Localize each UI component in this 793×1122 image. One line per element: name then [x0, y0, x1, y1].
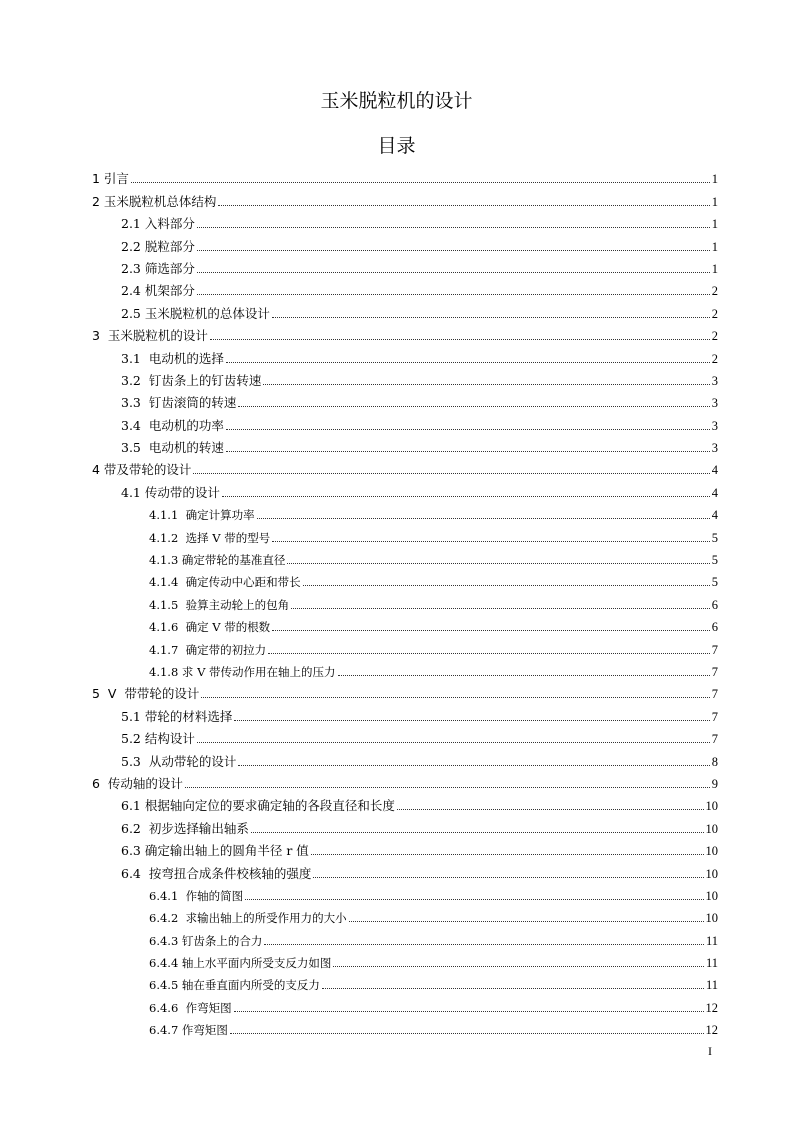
toc-dot-leader: [197, 293, 710, 295]
toc-entry-page: 11: [705, 956, 718, 971]
toc-dot-leader: [263, 383, 709, 385]
toc-entry-page: 11: [705, 978, 718, 993]
toc-dot-leader: [238, 405, 709, 407]
toc-entry-title: 2.1 入料部分: [121, 216, 195, 232]
toc-dot-leader: [272, 540, 710, 542]
toc-entry-title: 3.5 电动机的转速: [121, 440, 224, 456]
toc-dot-leader: [131, 181, 710, 183]
toc-heading: 目录: [377, 135, 416, 157]
toc-entry[interactable]: [92, 410, 718, 432]
toc-entry-title: 6.4.1 作轴的简图: [149, 888, 244, 903]
toc-entry-page: 4: [711, 485, 718, 500]
toc-entry-page: 5: [711, 530, 718, 545]
toc-dot-leader: [185, 786, 710, 788]
toc-entry[interactable]: [92, 836, 718, 858]
toc-entry-title: 6.4.2 求输出轴上的所受作用力的大小: [149, 911, 347, 926]
toc-dot-leader: [234, 719, 709, 721]
toc-entry-page: 2: [711, 284, 718, 299]
document-title: 玉米脱粒机的设计: [320, 90, 473, 112]
toc-entry-title: 3.4 电动机的功率: [121, 417, 224, 433]
toc-entry[interactable]: [92, 209, 718, 231]
toc-entry[interactable]: [92, 500, 718, 522]
toc-dot-leader: [313, 876, 703, 878]
toc-entry-page: 7: [711, 732, 718, 747]
toc-entry-page: 1: [711, 217, 718, 232]
toc-dot-leader: [272, 316, 710, 318]
toc-entry[interactable]: [92, 858, 718, 880]
toc-entry-title: 6.4.3 钉齿条上的合力: [149, 933, 263, 948]
toc-entry[interactable]: [92, 276, 718, 298]
toc-dot-leader: [251, 831, 704, 833]
toc-entry-title: 5.2 结构设计: [121, 731, 195, 747]
toc-dot-leader: [193, 472, 709, 474]
toc-entry-title: 4.1.3 确定带轮的基准直径: [149, 553, 286, 568]
toc-entry-page: 7: [711, 642, 718, 657]
toc-dot-leader: [303, 584, 710, 586]
toc-entry-title: 6.2 初步选择输出轴系: [121, 820, 249, 836]
toc-entry-title: 6.4 按弯扭合成条件校核轴的强度: [121, 865, 312, 881]
toc-entry[interactable]: [92, 948, 718, 970]
toc-entry[interactable]: [92, 701, 718, 723]
toc-entry[interactable]: [92, 231, 718, 253]
toc-entry[interactable]: [92, 925, 718, 947]
toc-entry-page: 4: [711, 463, 718, 478]
toc-entry-page: 12: [705, 1023, 718, 1038]
toc-dot-leader: [226, 450, 710, 452]
toc-entry-page: 9: [711, 776, 718, 791]
toc-entry[interactable]: [92, 657, 718, 679]
toc-dot-leader: [291, 607, 710, 609]
toc-entry-page: 2: [711, 329, 718, 344]
toc-entry[interactable]: [92, 388, 718, 410]
toc-entry-page: 10: [705, 866, 718, 881]
toc-entry-page: 1: [711, 261, 718, 276]
toc-entry-page: 10: [705, 911, 718, 926]
toc-entry[interactable]: [92, 589, 718, 611]
toc-entry-page: 5: [711, 575, 718, 590]
toc-dot-leader: [311, 853, 704, 855]
toc-entry-title: 4 带及带轮的设计: [92, 462, 192, 478]
toc-entry-title: 2 玉米脱粒机总体结构: [92, 193, 217, 209]
toc-entry[interactable]: [92, 455, 718, 477]
toc-entry-title: 5 V 带带轮的设计: [92, 686, 200, 702]
toc-entry-page: 2: [711, 351, 718, 366]
toc-entry[interactable]: [92, 769, 718, 791]
toc-entry-page: 10: [705, 844, 718, 859]
toc-dot-leader: [226, 361, 710, 363]
toc-entry-title: 2.3 筛选部分: [121, 260, 195, 276]
toc-dot-leader: [218, 204, 709, 206]
toc-entry[interactable]: [92, 321, 718, 343]
toc-dot-leader: [197, 741, 710, 743]
toc-dot-leader: [230, 1032, 704, 1034]
toc-entry-page: 1: [711, 172, 718, 187]
toc-entry-title: 6.4.6 作弯矩图: [149, 1000, 232, 1015]
toc-entry-page: 12: [705, 1000, 718, 1015]
toc-entry-page: 6: [711, 620, 718, 635]
toc-dot-leader: [338, 674, 710, 676]
toc-dot-leader: [264, 943, 704, 945]
toc-entry-page: 11: [705, 933, 718, 948]
toc-entry-page: 3: [711, 373, 718, 388]
toc-entry-title: 4.1.6 确定 V 带的根数: [149, 620, 271, 635]
toc-entry-title: 6.3 确定输出轴上的圆角半径 r 值: [121, 843, 309, 859]
toc-entry[interactable]: [92, 567, 718, 589]
toc-entry-title: 4.1.8 求 V 带传动作用在轴上的压力: [149, 664, 336, 679]
toc-dot-leader: [197, 271, 710, 273]
toc-entry-title: 2.2 脱粒部分: [121, 238, 195, 254]
toc-entry-page: 1: [711, 239, 718, 254]
toc-dot-leader: [201, 696, 709, 698]
toc-entry-title: 4.1.2 选择 V 带的型号: [149, 530, 271, 545]
toc-entry-title: 6.4.7 作弯矩图: [149, 1023, 228, 1038]
toc-entry[interactable]: [92, 186, 718, 208]
toc-entry[interactable]: [92, 746, 718, 768]
toc-entry-page: 2: [711, 306, 718, 321]
toc-entry[interactable]: [92, 634, 718, 656]
toc-entry-page: 6: [711, 597, 718, 612]
toc-entry-title: 4.1.1 确定计算功率: [149, 508, 255, 523]
toc-entry-page: 10: [705, 821, 718, 836]
toc-entry[interactable]: [92, 612, 718, 634]
table-of-contents: [92, 164, 718, 1037]
toc-dot-leader: [226, 428, 710, 430]
toc-entry-title: 5.1 带轮的材料选择: [121, 708, 233, 724]
toc-entry-page: 5: [711, 553, 718, 568]
toc-entry[interactable]: [92, 477, 718, 499]
toc-entry-page: 3: [711, 418, 718, 433]
toc-entry-title: 3.2 钉齿条上的钉齿转速: [121, 372, 262, 388]
toc-entry-title: 4.1.7 确定带的初拉力: [149, 642, 267, 657]
toc-entry-title: 3.3 钉齿滚筒的转速: [121, 395, 237, 411]
toc-entry-page: 7: [711, 687, 718, 702]
toc-entry[interactable]: [92, 366, 718, 388]
toc-entry[interactable]: [92, 813, 718, 835]
toc-dot-leader: [197, 249, 710, 251]
toc-entry-title: 3.1 电动机的选择: [121, 350, 224, 366]
toc-entry[interactable]: [92, 164, 718, 186]
toc-entry-title: 4.1 传动带的设计: [121, 484, 220, 500]
toc-entry-page: 7: [711, 709, 718, 724]
toc-entry-page: 7: [711, 664, 718, 679]
toc-entry[interactable]: [92, 254, 718, 276]
toc-entry[interactable]: [92, 1015, 718, 1037]
toc-entry-title: 6.4.5 轴在垂直面内所受的支反力: [149, 978, 320, 993]
toc-dot-leader: [238, 764, 709, 766]
toc-dot-leader: [268, 652, 710, 654]
toc-dot-leader: [257, 517, 710, 519]
toc-entry[interactable]: [92, 992, 718, 1014]
toc-dot-leader: [287, 562, 709, 564]
toc-dot-leader: [322, 987, 704, 989]
toc-entry-page: 10: [705, 799, 718, 814]
toc-entry[interactable]: [92, 545, 718, 567]
toc-entry-page: 4: [711, 508, 718, 523]
toc-entry-page: 3: [711, 441, 718, 456]
toc-entry-title: 1 引言: [92, 171, 129, 187]
toc-entry-page: 8: [711, 754, 718, 769]
toc-dot-leader: [222, 495, 710, 497]
toc-entry[interactable]: [92, 903, 718, 925]
toc-entry[interactable]: [92, 522, 718, 544]
toc-entry-title: 4.1.4 确定传动中心距和带长: [149, 575, 301, 590]
toc-entry-title: 3 玉米脱粒机的设计: [92, 328, 208, 344]
page-number: I: [708, 1044, 712, 1058]
toc-entry[interactable]: [92, 298, 718, 320]
toc-entry[interactable]: [92, 791, 718, 813]
toc-entry-title: 6.4.4 轴上水平面内所受支反力如图: [149, 956, 332, 971]
toc-entry[interactable]: [92, 433, 718, 455]
toc-dot-leader: [234, 1010, 704, 1012]
toc-entry[interactable]: [92, 970, 718, 992]
toc-entry-title: 2.5 玉米脱粒机的总体设计: [121, 305, 270, 321]
toc-entry-title: 6 传动轴的设计: [92, 775, 183, 791]
toc-entry-title: 4.1.5 验算主动轮上的包角: [149, 597, 290, 612]
toc-entry-page: 3: [711, 396, 718, 411]
toc-entry[interactable]: [92, 343, 718, 365]
toc-entry[interactable]: [92, 881, 718, 903]
toc-dot-leader: [272, 629, 710, 631]
toc-dot-leader: [210, 338, 710, 340]
toc-dot-leader: [245, 898, 703, 900]
toc-dot-leader: [397, 808, 704, 810]
toc-entry-page: 10: [705, 888, 718, 903]
toc-entry-page: 1: [711, 194, 718, 209]
toc-dot-leader: [333, 965, 704, 967]
toc-entry-title: 2.4 机架部分: [121, 283, 195, 299]
toc-dot-leader: [197, 226, 710, 228]
toc-dot-leader: [349, 920, 704, 922]
toc-entry[interactable]: [92, 724, 718, 746]
toc-entry-title: 6.1 根据轴向定位的要求确定轴的各段直径和长度: [121, 798, 395, 814]
toc-entry-title: 5.3 从动带轮的设计: [121, 753, 237, 769]
toc-entry[interactable]: [92, 679, 718, 701]
